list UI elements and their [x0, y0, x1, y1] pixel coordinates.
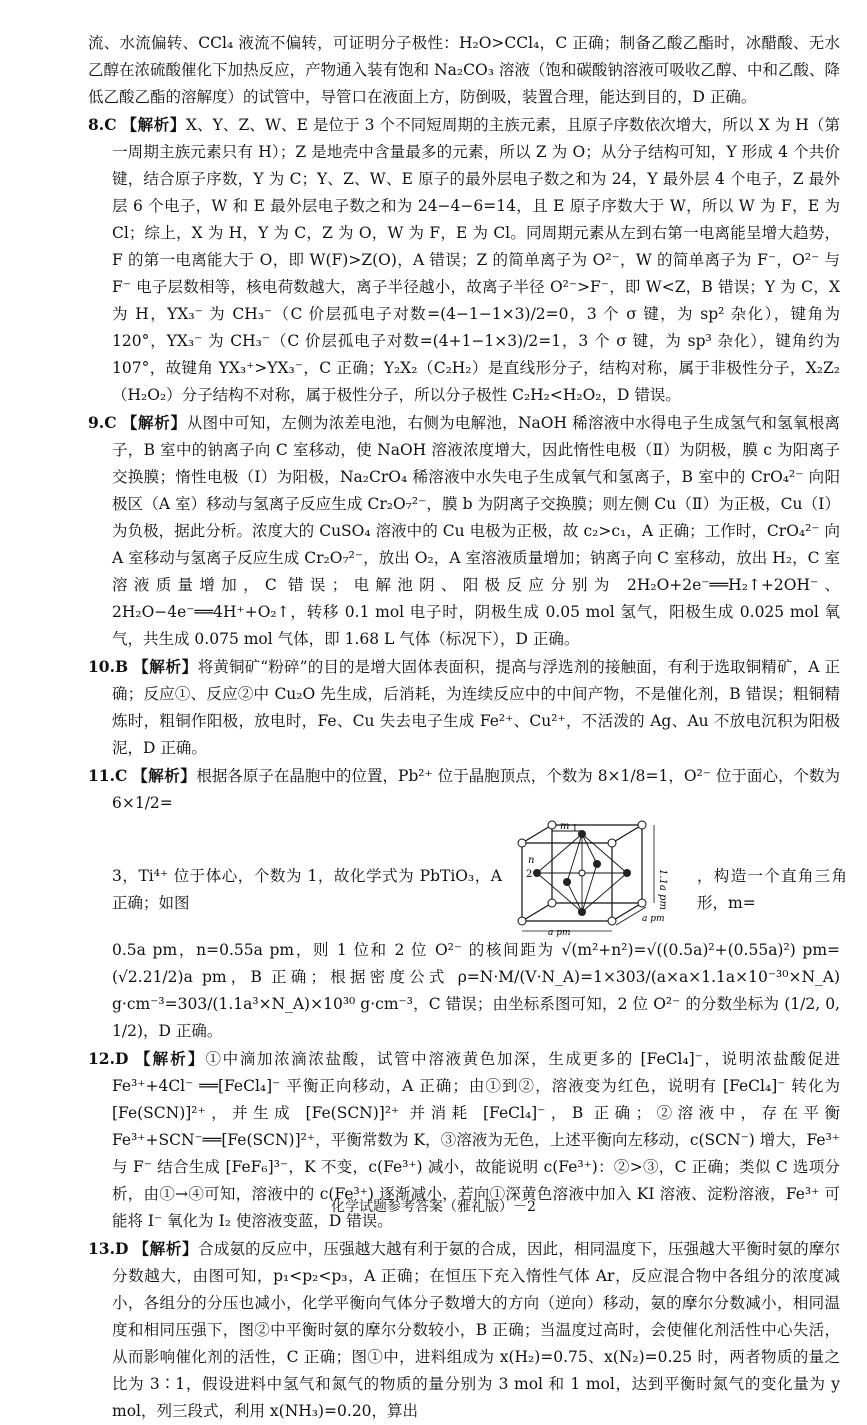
analysis-tag: 【解析】 [135, 1049, 206, 1068]
analysis-text: 根据各原子在晶胞中的位置，Pb²⁺ 位于晶胞顶点，个数为 8×1/8=1，O²⁻ 位于面心，个数为 6×1/2= [112, 767, 840, 812]
label-2: 2 [526, 869, 533, 880]
analysis-text: X、Y、Z、W、E 是位于 3 个不同短周期的主族元素，且原子序数依次增大，所以 X 为 H（第一周期主族元素只有 H）；Z 是地壳中含量最多的元素，所以 Z 为 O；从分子结构可知，Y 形成 4 个共价键，结合原子序数，Y 为 C；Y、Z、W、E 原子的最外层电子数之和为 24，Y 最外层 4 个电子，Z 最外层 6 个电子，W 和 E 最外层电子数之和为 24−4−6=14，且 E 原子序数大于 W，所以 W 为 F，E 为 Cl；综上，X 为 H，Y 为 C，Z 为 O，W 为 F，E 为 Cl。同周期元素从左到右第一电离能呈增大趋势，F 的第一电离能大于 O，即 W(F)>Z(O)，A 错误；Z 的简单离子为 O²⁻，W 的简单离子为 F⁻，O²⁻ 与 F⁻ 电子层数相等，核电荷数越大，离子半径越小，故离子半径 O²⁻>F⁻，即 W<Z，B 错误；Y 为 C，X 为 H，YX₃⁻ 为 CH₃⁻（C 价层孤电子对数=(4−1−1×3)/2=0，3 个 σ 键，为 sp² 杂化），键角为 120°，YX₃⁻ 为 CH₃⁻（C 价层孤电子对数=(4+1−1×3)/2=1，3 个 σ 键，为 sp³ 杂化），键角约为 107°，故键角 YX₃⁺>YX₃⁻，C 正确；Y₂X₂（C₂H₂）是直线形分子，结构对称，属于非极性分子，X₂Z₂（H₂O₂）分子结构不对称，属于极性分子，所以分子极性 C₂H₂<H₂O₂，D 错误。 [112, 116, 840, 404]
face-atom [623, 869, 631, 877]
page-footer: 化学试题参考答案（雅礼版）－2 [331, 1199, 536, 1215]
analysis-text: ，构造一个直角三角形，m= [697, 867, 847, 912]
corner-atom [638, 821, 646, 829]
answer-letter: D [114, 1239, 129, 1258]
question-8 [88, 111, 840, 409]
octa-line [582, 873, 627, 912]
octa-line [567, 882, 582, 912]
answer-letter: C [104, 115, 117, 134]
cell-edge [612, 825, 642, 843]
question-10 [88, 653, 840, 762]
question-13 [88, 1235, 840, 1425]
question-11-continued [88, 937, 840, 1045]
octa-line [537, 873, 582, 912]
octa-line [582, 834, 597, 864]
question-number: 12. [88, 1049, 115, 1068]
analysis-tag: 【解析】 [121, 413, 187, 432]
corner-atom [608, 917, 616, 925]
cell-edge [522, 825, 552, 843]
corner-atom [548, 821, 556, 829]
analysis-text: ①中滴加浓滴浓盐酸，试管中溶液黄色加深，生成更多的 [FeCl₄]⁻，说明浓盐酸促进 Fe³⁺+4Cl⁻ ══[FeCl₄]⁻ 平衡正向移动，A 正确；由①到②，溶液变为红色，说明有 [FeCl₄]⁻ 转化为 [Fe(SCN)]²⁺，并生成 [Fe(SCN)]²⁺ 并消耗 [FeCl₄]⁻，B 正确；②溶液中，存在平衡 Fe³⁺+SCN⁻══[Fe(SCN)]²⁺，平衡常数为 K，③溶液为无色，上述平衡向左移动，c(SCN⁻) 增大，Fe³⁺ 与 F⁻ 结合生成 [FeF₆]³⁻，K 不变，c(Fe³⁺) 减小，故能说明 c(Fe³⁺)：②>③，C 正确；类似 C 选项分析，由①→④可知，溶液中的 c(Fe³⁺) 逐渐减小，若向①深黄色溶液中加入 KI 溶液、淀粉溶液，Fe³⁺ 可能将 I⁻ 氧化为 I₂ 使溶液变蓝，D 错误。 [112, 1050, 840, 1230]
analysis-text: 将黄铜矿“粉碎”的目的是增大固体表面积，提高与浮选剂的接触面，有利于选取铜精矿，A 正确；反应①、反应②中 Cu₂O 先生成，后消耗，为连续反应中的中间产物，不是催化剂，B 错误；粗铜精炼时，粗铜作阳极，放电时，Fe、Cu 失去电子生成 Fe²⁺、Cu²⁺，不活泼的 Ag、Au 不放电沉积为阳极泥，D 正确。 [112, 658, 840, 757]
analysis-text: 3，Ti⁴⁺ 位于体心，个数为 1，故化学式为 PbTiO₃，A 正确；如图 [112, 867, 502, 912]
paragraph-continued: 流、水流偏转、CCl₄ 液流不偏转，可证明分子极性：H₂O>CCl₄，C 正确；制备乙酸乙酯时，冰醋酸、无水乙醇在浓硫酸催化下加热反应，产物通入装有饱和 Na₂CO₃ 溶液（饱和碳酸钠溶液可吸收乙醇、中和乙酸、降低乙酸乙酯的溶解度）的试管中，导管口在液面上方，防倒吸，装置合理，能达到目的，D 正确。 [88, 34, 840, 106]
question-number: 11. [88, 766, 115, 785]
label-n: n [528, 855, 535, 866]
analysis-text: 从图中可知，左侧为浓差电池，右侧为电解池，NaOH 稀溶液中水得电子生成氢气和氢氧根离子，B 室中的钠离子向 C 室移动，使 NaOH 溶液浓度增大，因此惰性电极（Ⅱ）为阴极，膜 c 为阳离子交换膜；惰性电极（Ⅰ）为阳极，Na₂CrO₄ 稀溶液中水失电子生成氧气和氢离子，B 室中的 CrO₄²⁻ 向阳极区（A 室）移动与氢离子反应生成 Cr₂O₇²⁻，膜 b 为阴离子交换膜；则左侧 Cu（Ⅱ）为正极，Cu（Ⅰ）为负极，据此分析。浓度大的 CuSO₄ 溶液中的 Cu 电极为正极，故 c₂>c₁，A 正确；工作时，CrO₄²⁻ 向 A 室移动与氢离子反应生成 Cr₂O₇²⁻，放出 O₂，A 室溶液质量增加；钠离子向 C 室移动，放出 H₂，C 室溶液质量增加，C 错误；电解池阴、阳极反应分别为 2H₂O+2e⁻══H₂↑+2OH⁻、2H₂O−4e⁻══4H⁺+O₂↑，转移 0.1 mol 电子时，阴极生成 0.05 mol 氢气，阳极生成 0.025 mol 氧气，共生成 0.075 mol 气体，即 1.68 L 气体（标况下），D 正确。 [112, 414, 840, 648]
corner-atom [638, 899, 646, 907]
answer-letter: C [104, 413, 117, 432]
face-atom [563, 878, 571, 886]
answer-letter: C [114, 766, 128, 785]
question-number: 8. [88, 115, 105, 134]
face-atom [533, 869, 541, 877]
analysis-tag: 【解析】 [133, 657, 198, 676]
answer-letter: D [114, 1049, 129, 1068]
body-atom [579, 870, 585, 876]
analysis-text: 合成氨的反应中，压强越大越有利于氨的合成，因此，相同温度下，压强越大平衡时氨的摩尔分数越大，由图可知，p₁<p₂<p₃，A 正确；在恒压下充入惰性气体 Ar，反应混合物中各组分的浓度减小，各组分的分压也减小，化学平衡向气体分子数增大的方向（逆向）移动，氨的摩尔分数减小，相同温度和相同压强下，图②中平衡时氨的摩尔分数较小，B 正确；当温度过高时，会使催化剂活性中心失活，从而影响催化剂的活性，C 正确；图①中，进料组成为 x(H₂)=0.75、x(N₂)=0.25 时，两者物质的量之比为 3∶1，假设进料中氢气和氮气的物质的量分别为 3 mol 和 1 mol，达到平衡时氮气的变化量为 y mol，列三段式，利用 x(NH₃)=0.20，算出 [112, 1240, 840, 1420]
question-11 [88, 762, 840, 817]
analysis-tag: 【解析】 [133, 1239, 199, 1258]
label-m: m [560, 821, 570, 832]
question-number: 10. [88, 657, 115, 676]
face-atom [578, 908, 586, 916]
analysis-tag: 【解析】 [132, 766, 197, 785]
crystal-cell-diagram [512, 817, 692, 937]
octa-line [537, 834, 582, 873]
label-depth: a pm [642, 914, 665, 924]
octa-line [582, 834, 627, 873]
face-atom [578, 830, 586, 838]
question-number: 9. [88, 413, 105, 432]
cell-edge [522, 903, 552, 921]
answer-letter: B [114, 657, 129, 676]
face-atom [593, 860, 601, 868]
question-number: 13. [88, 1239, 115, 1258]
corner-atom [518, 917, 526, 925]
label-width: a pm [548, 928, 571, 937]
corner-atom [548, 899, 556, 907]
analysis-tag: 【解析】 [121, 115, 186, 134]
corner-atom [608, 839, 616, 847]
label-1: 1 [572, 824, 578, 834]
corner-atom [518, 839, 526, 847]
label-height: 1.1a pm [657, 869, 668, 910]
analysis-text: 0.5a pm，n=0.55a pm，则 1 位和 2 位 O²⁻ 的核间距为 √(m²+n²)=√((0.5a)²+(0.55a)²) pm=(√2.21/2)a pm，B 正确；根据密度公式 ρ=N·M/(V·N_A)=1×303/(a×a×1.1a×10⁻³⁰×N_A) g·cm⁻³=303/(1.1a³×N_A)×10³⁰ g·cm⁻³，C 错误；由坐标系图可知，2 位 O²⁻ 的分数坐标为 (1/2, 0, 1/2)，D 正确。 [112, 941, 840, 1040]
crystal-figure-row [112, 817, 847, 937]
question-9 [88, 409, 840, 653]
